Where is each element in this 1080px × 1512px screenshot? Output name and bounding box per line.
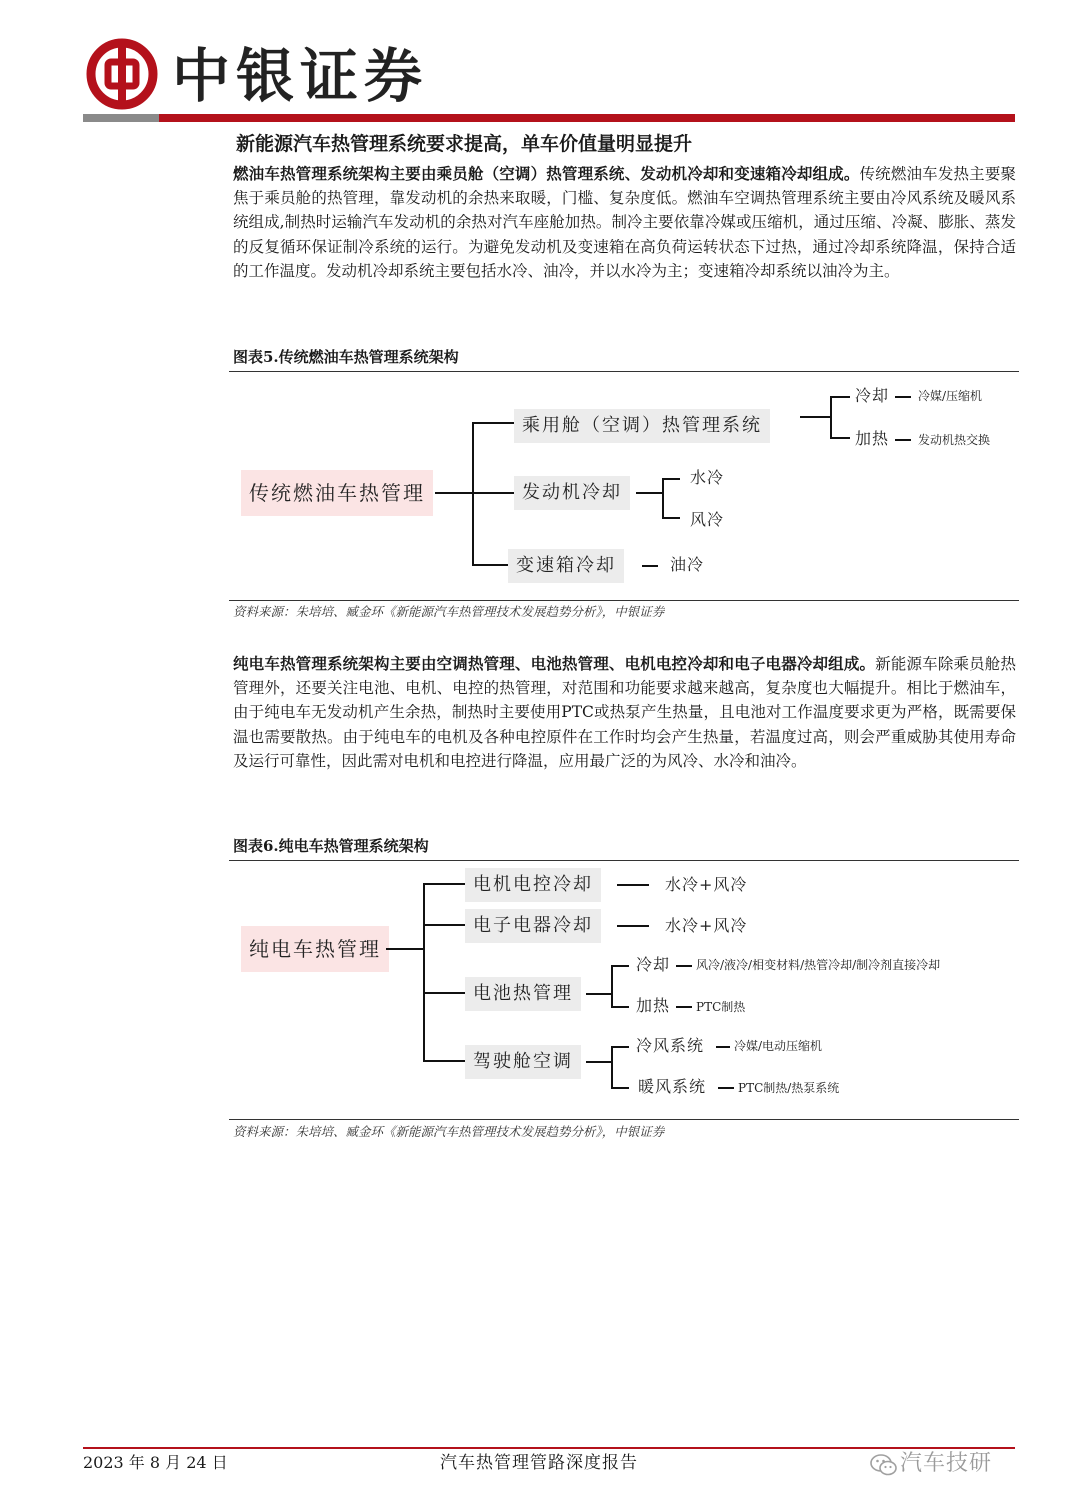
connector xyxy=(611,1006,629,1008)
figure-6-title: 图表6.纯电车热管理系统架构 xyxy=(233,837,429,855)
node-battery-thermal: 电池热管理 xyxy=(465,977,581,1011)
connector xyxy=(830,396,832,438)
connector xyxy=(636,492,664,494)
connector xyxy=(676,1006,692,1008)
connector xyxy=(716,1046,730,1048)
connector xyxy=(423,1060,465,1062)
connector xyxy=(472,492,514,494)
label-battery-heat: 加热 xyxy=(636,996,671,1015)
detail-refrigerant: 冷媒/压缩机 xyxy=(918,389,983,403)
paragraph-lead: 纯电车热管理系统架构主要由空调热管理、电池热管理、电机电控冷却和电子电器冷却组成。 xyxy=(233,654,876,673)
node-ice-root: 传统燃油车热管理 xyxy=(241,470,433,516)
connector xyxy=(611,1046,629,1048)
connector xyxy=(617,884,649,886)
node-electronics-cooling: 电子电器冷却 xyxy=(465,909,601,943)
connector xyxy=(586,993,612,995)
connector xyxy=(435,492,473,494)
label-motor-method: 水冷+风冷 xyxy=(665,875,748,894)
node-ev-root: 纯电车热管理 xyxy=(241,926,389,972)
connector xyxy=(386,948,424,950)
detail-battery-cool-methods: 风冷/液冷/相变材料/热管冷却/制冷剂直接冷却 xyxy=(696,958,941,972)
detail-engine-heat-exchange: 发动机热交换 xyxy=(918,433,991,447)
connector xyxy=(662,478,680,480)
footer-rule xyxy=(83,1447,1015,1449)
footer-report-name: 汽车热管理管路深度报告 xyxy=(440,1453,638,1473)
figure-6-bottom-rule xyxy=(229,1119,1019,1120)
brand-name: 中银证券 xyxy=(172,42,429,110)
figure-5-top-rule xyxy=(229,371,1019,372)
connector xyxy=(617,925,649,927)
label-electronics-method: 水冷+风冷 xyxy=(665,916,748,935)
header-bar-red xyxy=(159,114,1015,122)
figure-5-bottom-rule xyxy=(229,600,1019,601)
connector xyxy=(718,1087,734,1089)
connector xyxy=(830,437,850,439)
paragraph-body: 传统燃油车发热主要聚焦于乘员舱的热管理，靠发动机的余热来取暖，门槛、复杂度低。燃油车空调热管理系统主要由冷风系统及暖风系统组成,制热时运输汽车发动机的余热对汽车座舱加热。制冷主要依靠冷媒或压缩机，通过压缩、冷凝、膨胀、蒸发的反复循环保证制冷系统的运行。为避免发动机及变速箱在高负荷运转状态下过热，通过冷却系统降温，保持合适的工作温度。发动机冷却系统主要包括水冷、油冷，并以水冷为主；变速箱冷却系统以油冷为主。 xyxy=(233,165,1016,280)
node-engine-cooling: 发动机冷却 xyxy=(514,476,630,510)
bank-logo xyxy=(86,38,158,110)
connector xyxy=(662,478,664,518)
wechat-icon xyxy=(870,1452,898,1478)
node-gearbox-cooling: 变速箱冷却 xyxy=(508,549,624,583)
connector xyxy=(423,883,465,885)
label-cold-air-system: 冷风系统 xyxy=(636,1036,705,1055)
connector xyxy=(662,517,680,519)
label-heat: 加热 xyxy=(855,429,890,448)
figure-5-title: 图表5.传统燃油车热管理系统架构 xyxy=(233,348,459,366)
detail-warm-air: PTC制热/热泵系统 xyxy=(738,1081,840,1095)
connector xyxy=(586,1061,612,1063)
label-battery-cool: 冷却 xyxy=(636,955,671,974)
label-warm-air-system: 暖风系统 xyxy=(638,1077,707,1096)
paragraph-body: 新能源车除乘员舱热管理外，还要关注电池、电机、电控的热管理，对范围和功能要求越来越高，复杂度也大幅提升。相比于燃油车，由于纯电车无发动机产生余热，制热时主要使用PTC或热泵产生热量，且电池对工作温度要求更为严格，既需要保温也需要散热。由于纯电车的电机及各种电控原件在工作时均会产生热量，若温度过高，则会严重威胁其使用寿命及运行可靠性，因此需对电机和电控进行降温，应用最广泛的为风冷、水冷和油冷。 xyxy=(233,655,1016,770)
node-cabin-ac: 驾驶舱空调 xyxy=(465,1045,581,1079)
footer-watermark: 汽车技研 xyxy=(900,1451,993,1476)
detail-battery-heat: PTC制热 xyxy=(696,1000,746,1014)
connector xyxy=(423,992,465,994)
paragraph-lead: 燃油车热管理系统架构主要由乘员舱（空调）热管理系统、发动机冷却和变速箱冷却组成。 xyxy=(233,164,860,183)
detail-cold-air: 冷媒/电动压缩机 xyxy=(734,1039,823,1053)
label-air-cooling: 风冷 xyxy=(690,510,725,529)
header-bar-grey xyxy=(83,114,159,122)
connector xyxy=(611,1087,629,1089)
label-oil-cooling: 油冷 xyxy=(670,555,705,574)
figure-6-source: 资料来源：朱培培、臧金环《新能源汽车热管理技术发展趋势分析》，中银证券 xyxy=(233,1124,665,1139)
footer-date: 2023 年 8 月 24 日 xyxy=(83,1453,228,1472)
connector xyxy=(895,439,911,441)
connector xyxy=(895,396,911,398)
label-water-cooling: 水冷 xyxy=(690,468,725,487)
connector xyxy=(800,416,830,418)
paragraph-ev-thermal xyxy=(233,652,1016,773)
connector xyxy=(423,883,425,1061)
connector xyxy=(472,422,514,424)
connector xyxy=(611,965,629,967)
figure-6-top-rule xyxy=(229,860,1019,861)
connector xyxy=(611,965,613,1007)
connector xyxy=(642,565,658,567)
label-cool: 冷却 xyxy=(855,386,890,405)
section-title: 新能源汽车热管理系统要求提高，单车价值量明显提升 xyxy=(236,133,693,155)
connector xyxy=(611,1046,613,1088)
node-cabin-ac: 乘用舱（空调）热管理系统 xyxy=(514,409,770,443)
paragraph-ice-thermal xyxy=(233,162,1016,283)
connector xyxy=(472,564,508,566)
connector xyxy=(423,924,465,926)
node-motor-control-cooling: 电机电控冷却 xyxy=(465,868,601,902)
figure-5-source: 资料来源：朱培培、臧金环《新能源汽车热管理技术发展趋势分析》，中银证券 xyxy=(233,604,665,619)
connector xyxy=(676,965,692,967)
connector xyxy=(830,396,850,398)
